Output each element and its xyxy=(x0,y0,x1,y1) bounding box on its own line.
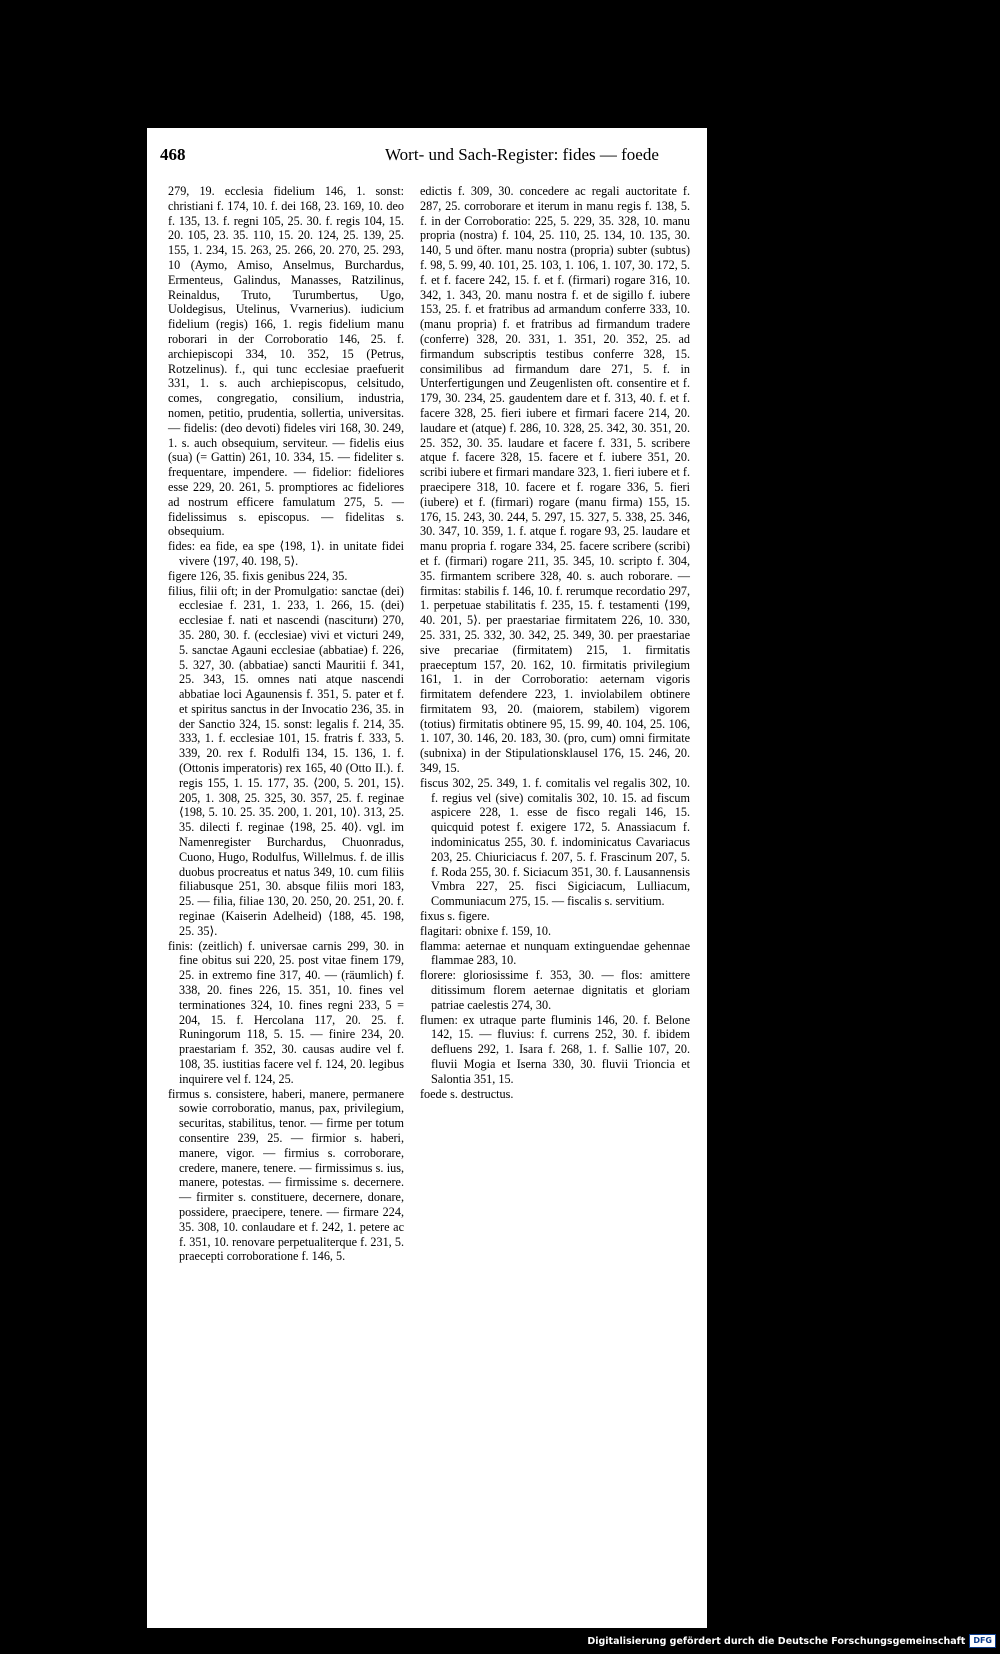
register-entry: foede s. destructus. xyxy=(420,1086,514,1101)
register-entry: flagitari: obnixe f. 159, 10. xyxy=(420,923,551,938)
register-entry: flamma: aeternae et nunquam extinguendae gehennae flammae 283, 10. xyxy=(420,938,690,968)
page-header xyxy=(160,144,690,166)
running-title: Wort- und Sach-Register: fides — foede xyxy=(385,145,659,164)
right-column xyxy=(420,184,690,1101)
digitization-credit xyxy=(587,1632,996,1650)
register-entry: fiscus 302, 25. 349, 1. f. comitalis vel regalis 302, 10. f. regius vel (sive) comitalis 302, 10. 15. ad fiscum aspicere 228, 1. esse de fisco regali 146, 15. quicquid potest f. exigere 172, 5. Anassiacum f. indominicatus 255, 30. f. indominicatus Cavariacus 203, 25. Chiuriciacus f. 207, 5. f. Frascinum 207, 5. f. Roda 255, 30. f. Siciacum 351, 30. f. Lausannensis Vmbra 227, 25. fisci Sigiciacum, Lulliacum, Communiacum 275, 15. — fiscalis s. servitium. xyxy=(420,775,690,909)
dfg-logo: DFG xyxy=(969,1634,996,1648)
register-entry: 279, 19. ecclesia fidelium 146, 1. sonst: christiani f. 174, 10. f. dei 168, 23. 169, 10. deo f. 135, 13. f. regni 105, 25. 30. f. regis 104, 15. 20. 105, 23. 35. 110, 15. 20. 124, 25. 139, 25. 155, 1. 234, 15. 263, 25. 266, 20. 270, 25. 293, 10 (Aymo, Amiso, Anselmus, Burchardus, Ermenteus, Galindus, Manasses, Ratzilinus, Reinaldus, Truto, Turumbertus, Ugo, Uoldegisus, Utelinus, Vvarnerius). iudicium fidelium (regis) 166, 1. regis fidelium manu roborari in der Corroboratio 146, 25. f. archiepiscopi 334, 10. 352, 15 (Petrus, Rotzelinus). f., qui tunc ecclesiae praefuerit 331, 1. s. auch archiepiscopus, celsitudo, comes, congregatio, consilium, industria, nomen, petitio, prudentia, sollertia, universitas. — fidelis: (deo devoti) fideles viri 168, 30. 249, 1. s. auch obsequium, serviteur. — fidelis eius (sua) (= Gattin) 261, 10. 334, 15. — fideliter s. frequentare, impendere. — fidelior: fideliores esse 229, 20. 261, 5. promptiores ac fideliores ad nostrum efficere famulatum 275, 5. — fidelissimus s. episcopus. — fidelitas s. obsequium. xyxy=(168,184,404,539)
left-column xyxy=(168,184,404,1264)
page-number: 468 xyxy=(160,145,186,164)
register-entry: firmus s. consistere, haberi, manere, permanere sowie corroboratio, manus, pax, privilegium, securitas, stabilitus, tenor. — firme per totum consentire 239, 25. — firmior s. haberi, manere, vigor. — firmius s. corroborare, credere, manere, tenere. — firmissimus s. ius, manere, potestas. — firmissime s. decernere. — firmiter s. constituere, decernere, donare, possidere, praecipere, tenere. — firmare 224, 35. 308, 10. conlaudare et f. 242, 1. petere ac f. 351, 10. renovare perpetualiterque f. 231, 5. praecepti corroboratione f. 146, 5. xyxy=(168,1086,404,1264)
credit-text: Digitalisierung gefördert durch die Deutsche Forschungsgemeinschaft xyxy=(587,1635,966,1647)
register-entry: figere 126, 35. fixis genibus 224, 35. xyxy=(168,568,348,583)
register-entry: fixus s. figere. xyxy=(420,909,490,924)
register-entry: edictis f. 309, 30. concedere ac regali auctoritate f. 287, 25. corroborare et iterum in manu regis f. 138, 5. f. in der Corroboratio: 225, 5. 229, 35. 328, 10. manu propria (nostra) f. 104, 25. 110, 25. 134, 10. 135, 30. 140, 5 und öfter. manu nostra (propria) subter (subtus) f. 98, 5. 99, 40. 101, 25. 103, 1. 106, 1. 107, 30. 172, 5. f. et f. facere 242, 15. f. et f. (firmari) rogare 316, 10. 342, 1. 343, 20. manu nostra f. et de sigillo f. iubere 153, 25. f. et fratribus ad armandum conferre 333, 10. (manu propria) f. et fratribus ad firmandum tradere (conferre) 328, 20. 331, 1. 351, 20. 352, 25. ad firmandum subscriptis testibus conferre 328, 15. consimilibus ad firmandum dare 271, 5. f. in Unterfertigungen und Zeugenlisten oft. consentire et f. 179, 30. 234, 25. gaudentem dare et f. 313, 40. f. et f. facere 328, 25. fieri iubere et firmari facere 214, 20. laudare et (atque) f. 286, 10. 328, 25. 342, 30. 351, 20. 25. 352, 30. 35. laudare et facere f. 331, 5. scribere atque f. facere 328, 15. facere et f. iubere 351, 20. scribi iubere et firmari mandare 323, 1. fieri iubere et f. praecipere 318, 10. facere et f. rogare 336, 5. fieri (iubere) et f. (firmari) rogare (manu firma) 155, 15. 176, 15. 243, 30. 244, 5. 297, 15. 327, 5. 338, 25. 346, 30. 347, 10. 359, 1. f. atque f. rogare 93, 25. laudare et manu propria f. rogare 334, 25. facere scribere (scribi) et f. (firmari) rogare 211, 35. 345, 10. scripto f. 304, 35. firmantem scribere 328, 40. s. auch roborare. — firmitas: stabilis f. 146, 10. f. rerumque recordatio 297, 1. perpetuae stabilitatis f. 235, 15. f. testamenti ⟨199, 40. 201, 5⟩. per praestariae firmitatem 226, 10. 330, 25. 331, 25. 332, 30. 342, 25. 349, 30. per praestariae sive precariae (firmitatem) 215, 1. firmitatis praeceptum 157, 20. 162, 10. firmitatis privilegium 161, 1. in der Corroboratio: aeternam vigoris firmitatem defendere 223, 1. inviolabilem obtinere firmitatem 93, 20. (maiorem, stabilem) vigorem (totius) firmitatis obtinere 95, 15. 99, 40. 104, 25. 106, 1. 107, 30. 146, 20. 183, 30. (pro, cum) omni firmitate (subnixa) in der Stipulationsklausel 176, 15. 246, 20. 349, 15. xyxy=(420,184,690,776)
register-entry: filius, filii oft; in der Promulgatio: sanctae (dei) ecclesiae f. 231, 1. 233, 1. 266, 15. (dei) ecclesiae f. nati et nascendi (nasciturи) 270, 35. 280, 30. f. (ecclesiae) vivi et victuri 249, 5. sanctae Agauni ecclesiae (abbatiae) f. 226, 5. 327, 30. (abbatiae) sancti Mauritii f. 341, 25. 343, 15. omnes nati atque nascendi abbatiae loci Agaunensis f. 351, 5. pater et f. et spiritus sanctus in der Invocatio 236, 35. in der Sanctio 324, 15. sonst: legalis f. 214, 35. 333, 1. f. ecclesiae 101, 15. fratris f. 333, 5. 339, 20. rex f. Rodulfi 134, 15. 136, 1. f. (Ottonis imperatoris) rex 165, 40 (Otto II.). f. regis 155, 1. 15. 177, 35. ⟨200, 5. 201, 15⟩. 205, 1. 308, 25. 325, 30. 357, 25. f. reginae ⟨198, 5. 10. 25. 35. 200, 1. 201, 10⟩. 313, 25. 35. dilecti f. reginae ⟨198, 25. 40⟩. vgl. im Namenregister Burchardus, Chuonradus, Cuono, Hugo, Rodulfus, Willelmus. f. de illis duobus procreatus et natus 349, 10. cum filiis filiabusque 251, 30. absque filiis mori 183, 25. — filia, filiae 130, 20. 250, 20. 251, 20. f. reginae (Kaiserin Adelheid) ⟨188, 45. 198, 25. 35⟩. xyxy=(168,583,404,938)
register-entry: finis: (zeitlich) f. universae carnis 299, 30. in fine obitus sui 220, 25. post vitae finem 179, 25. in extremo fine 317, 40. — (räumlich) f. 338, 20. fines 226, 15. 351, 10. fines vel terminationes 324, 10. fines regni 233, 5 = 204, 15. f. Hercolana 117, 20. 25. f. Runingorum 118, 5. 15. — finire 234, 20. praestariam f. 352, 30. causas audire vel f. 108, 35. iustitias facere vel f. 124, 20. legibus inquirere vel f. 124, 25. xyxy=(168,938,404,1086)
register-entry: flumen: ex utraque parte fluminis 146, 20. f. Belone 142, 15. — fluvius: f. currens 252, 30. f. ibidem defluens 292, 1. Isara f. 268, 1. f. Sallie 107, 20. fluvii Mogia et Iserna 330, 30. fluvii Trioncia et Salontia 351, 15. xyxy=(420,1012,690,1086)
register-entry: fides: ea fide, ea spe ⟨198, 1⟩. in unitate fidei vivere ⟨197, 40. 198, 5⟩. xyxy=(168,539,404,568)
register-entry: florere: gloriosissime f. 353, 30. — flos: amittere ditissimum florem aeternae dignitatis et gloriam patriae caelestis 274, 30. xyxy=(420,968,690,1012)
